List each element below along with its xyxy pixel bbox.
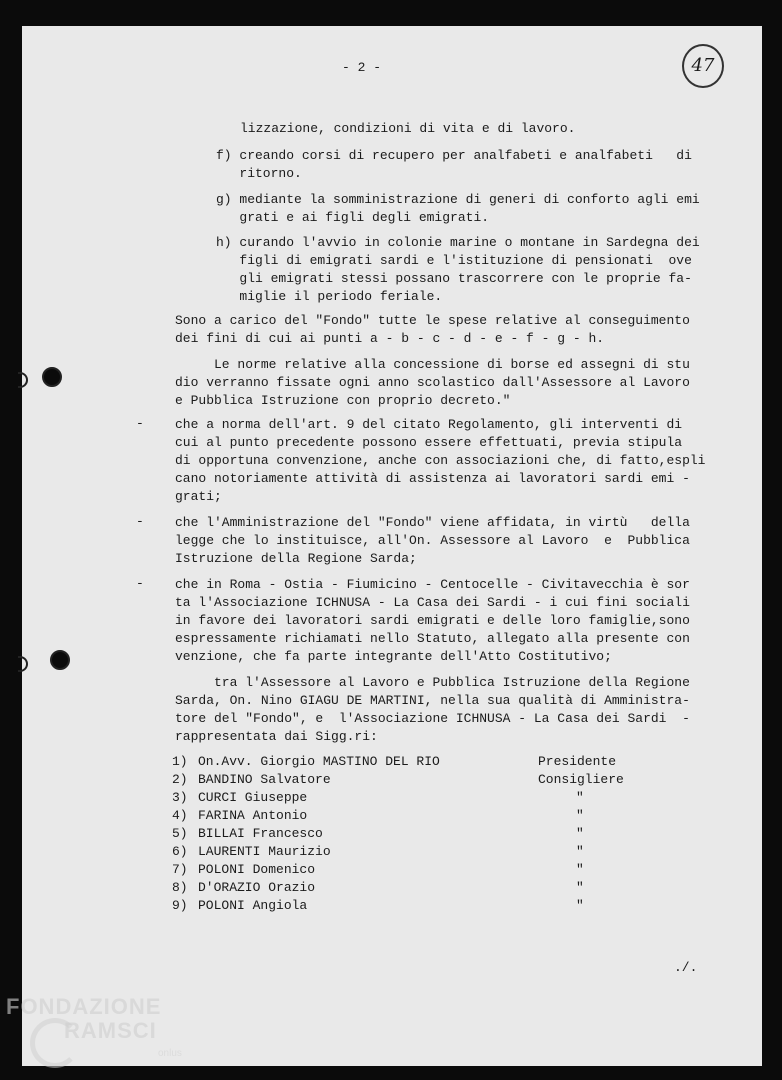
member-role-ditto: "	[576, 790, 584, 805]
watermark-line2: RAMSCI	[64, 1018, 157, 1043]
member-name: BILLAI Francesco	[198, 826, 323, 841]
watermark-line1: FONDAZIONE	[6, 994, 162, 1019]
member-name: BANDINO Salvatore	[198, 772, 331, 787]
text-line: cui al punto precedente possono essere effettuati, previa stipula	[175, 435, 683, 450]
bullet-dash: -	[136, 514, 144, 529]
member-name: LAURENTI Maurizio	[198, 844, 331, 859]
punch-hole-icon	[50, 650, 70, 670]
text-line: ritorno.	[216, 166, 302, 181]
member-number: 7)	[172, 862, 188, 877]
member-number: 1)	[172, 754, 188, 769]
text-line: ta l'Associazione ICHNUSA - La Casa dei Sardi - i cui fini sociali	[175, 595, 690, 610]
member-role-ditto: "	[576, 880, 584, 895]
punch-hole-icon	[42, 367, 62, 387]
text-line: che a norma dell'art. 9 del citato Regolamento, gli interventi di	[175, 417, 683, 432]
text-line: lizzazione, condizioni di vita e di lavoro.	[240, 121, 576, 136]
document-page	[22, 26, 762, 1066]
member-role-ditto: "	[576, 898, 584, 913]
member-role-ditto: "	[576, 844, 584, 859]
text-line: grati;	[175, 489, 222, 504]
list-item-f: f) creando corsi di recupero per analfabeti e analfabeti di	[216, 148, 692, 163]
member-name: POLONI Domenico	[198, 862, 316, 877]
watermark-line3: onlus	[158, 1048, 182, 1059]
text-line: miglie il periodo feriale.	[216, 289, 443, 304]
member-number: 2)	[172, 772, 188, 787]
text-line: e Pubblica Istruzione con proprio decreto."	[175, 393, 511, 408]
text-line: venzione, che fa parte integrante dell'Atto Costitutivo;	[175, 649, 612, 664]
folio-number: 47	[682, 44, 724, 88]
text-line: grati e ai figli degli emigrati.	[216, 210, 490, 225]
member-name: On.Avv. Giorgio MASTINO DEL RIO	[198, 754, 440, 769]
member-name: FARINA Antonio	[198, 808, 308, 823]
list-item-g: g) mediante la somministrazione di generi di conforto agli emi	[216, 192, 700, 207]
text-line: che in Roma - Ostia - Fiumicino - Centocelle - Civitavecchia è sor	[175, 577, 690, 592]
member-number: 9)	[172, 898, 188, 913]
member-number: 5)	[172, 826, 188, 841]
text-line: dio verranno fissate ogni anno scolastico dall'Assessore al Lavoro	[175, 375, 690, 390]
member-number: 3)	[172, 790, 188, 805]
text-line: che l'Amministrazione del "Fondo" viene affidata, in virtù della	[175, 515, 690, 530]
member-role-ditto: "	[576, 808, 584, 823]
text-line: tra l'Assessore al Lavoro e Pubblica Istruzione della Regione	[175, 675, 690, 690]
text-line: figli di emigrati sardi e l'istituzione di pensionati ove	[216, 253, 692, 268]
member-role-ditto: "	[576, 862, 584, 877]
text-line: Le norme relative alla concessione di borse ed assegni di stu	[175, 357, 690, 372]
text-line: tore del "Fondo", e l'Associazione ICHNUSA - La Casa dei Sardi -	[175, 711, 690, 726]
bullet-dash: -	[136, 416, 144, 431]
continuation-mark: ./.	[674, 960, 698, 975]
text-line: di opportuna convenzione, anche con associazioni che, di fatto,espli	[175, 453, 706, 468]
text-line: Istruzione della Regione Sarda;	[175, 551, 417, 566]
list-item-h: h) curando l'avvio in colonie marine o montane in Sardegna dei	[216, 235, 700, 250]
text-line: Sarda, On. Nino GIAGU DE MARTINI, nella sua qualità di Amministra-	[175, 693, 690, 708]
member-number: 6)	[172, 844, 188, 859]
member-number: 4)	[172, 808, 188, 823]
member-role: Consigliere	[538, 772, 624, 787]
member-number: 8)	[172, 880, 188, 895]
member-role-ditto: "	[576, 826, 584, 841]
text-line: rappresentata dai Sigg.ri:	[175, 729, 378, 744]
text-line: gli emigrati stessi possano trascorrere con le proprie fa-	[216, 271, 692, 286]
text-line: legge che lo instituisce, all'On. Assessore al Lavoro e Pubblica	[175, 533, 690, 548]
text-line: in favore dei lavoratori sardi emigrati e delle loro famiglie,sono	[175, 613, 690, 628]
text-line: dei fini di cui ai punti a - b - c - d - e - f - g - h.	[175, 331, 605, 346]
member-name: POLONI Angiola	[198, 898, 308, 913]
member-name: D'ORAZIO Orazio	[198, 880, 316, 895]
text-line: cano notoriamente attività di assistenza ai lavoratori sardi emi -	[175, 471, 690, 486]
bullet-dash: -	[136, 576, 144, 591]
member-name: CURCI Giuseppe	[198, 790, 308, 805]
text-line: Sono a carico del "Fondo" tutte le spese relative al conseguimento	[175, 313, 690, 328]
text-line: espressamente richiamati nello Statuto, allegato alla presente con	[175, 631, 690, 646]
page-number: - 2 -	[342, 60, 382, 75]
member-role: Presidente	[538, 754, 617, 769]
